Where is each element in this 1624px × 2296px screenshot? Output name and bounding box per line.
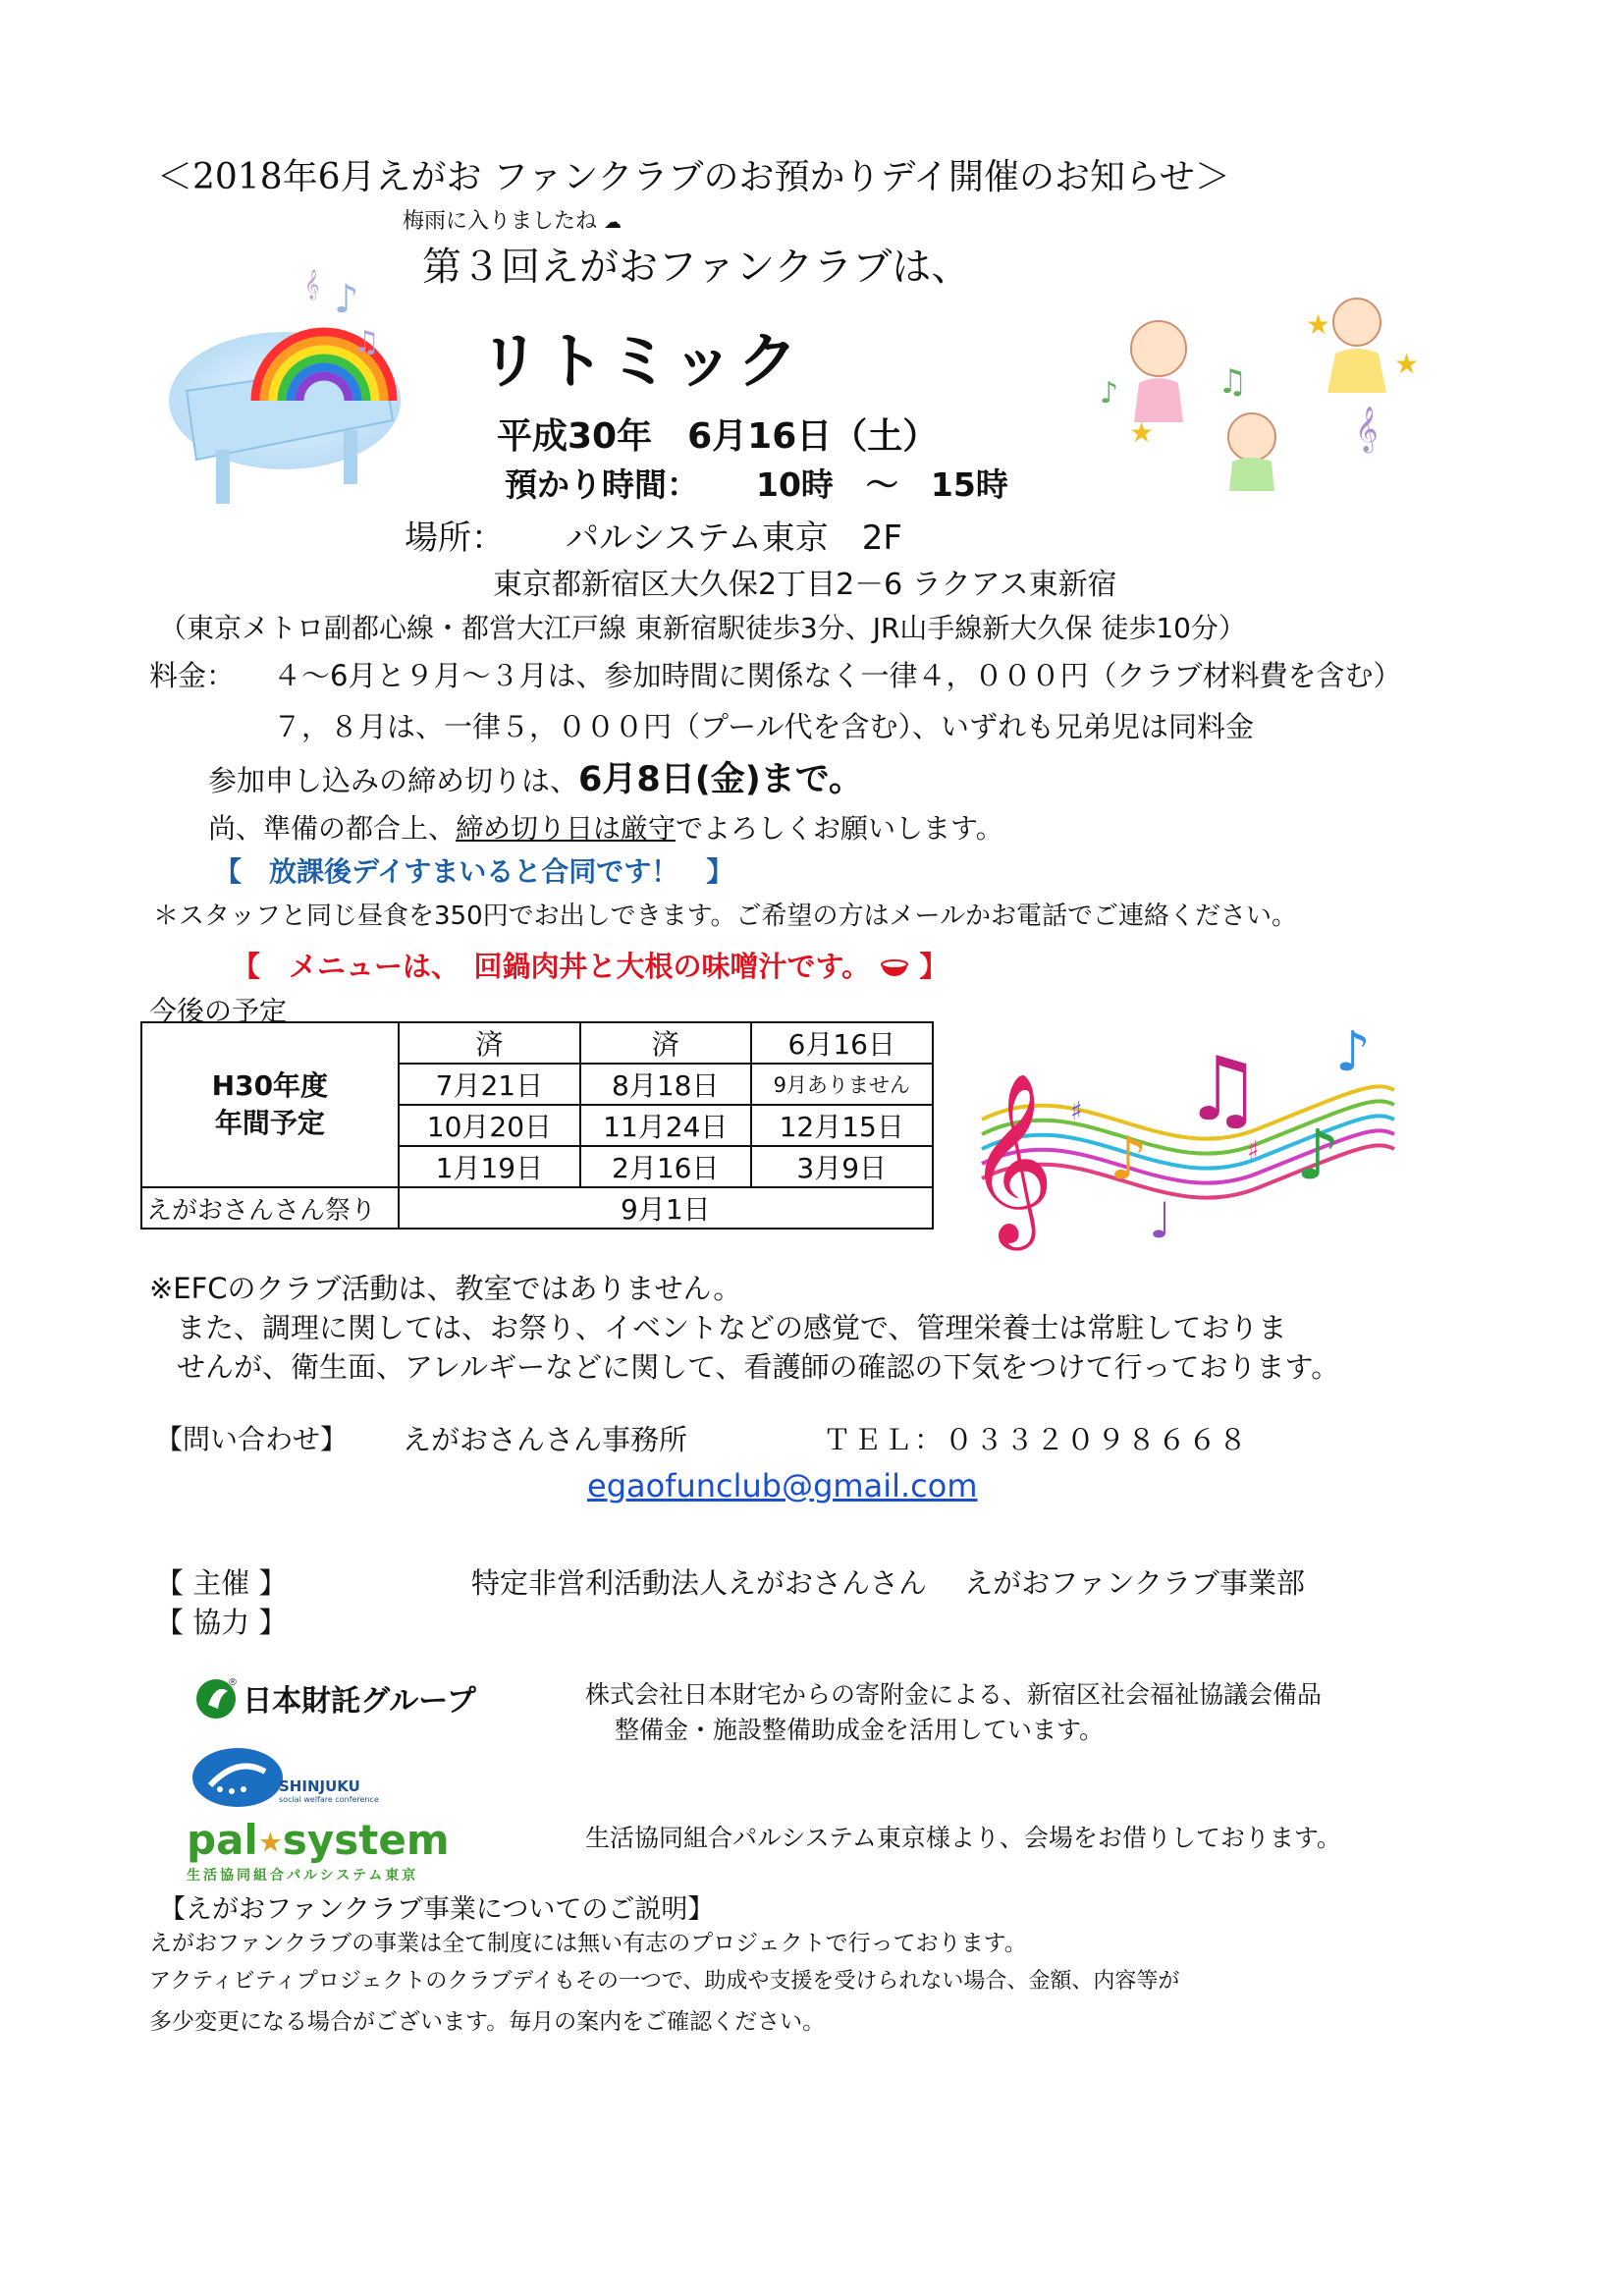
contact-email-link[interactable]: egaofunclub@gmail.com — [587, 1467, 978, 1504]
table-cell: 2月16日 — [580, 1146, 750, 1187]
palsystem-logo-text-b: system — [282, 1816, 450, 1864]
rain-cloud-icon: ☁ — [604, 212, 623, 233]
svg-text:♫: ♫ — [353, 325, 380, 359]
svg-text:♯: ♯ — [1070, 1097, 1083, 1126]
about-heading: 【えがおファンクラブ事業についてのご説明】 — [159, 1894, 715, 1925]
schedule-heading: 今後の予定 — [149, 995, 288, 1027]
palsystem-logo-text-a: pal — [187, 1816, 258, 1864]
subtitle: 第３回えがおファンクラブは、 — [422, 245, 971, 290]
menu-close: 】 — [919, 950, 948, 983]
svg-text:𝄞: 𝄞 — [1355, 407, 1379, 452]
table-cell: 1月19日 — [399, 1146, 580, 1187]
time-label: 預かり時間： — [505, 465, 699, 504]
year-label-2: 年間予定 — [214, 1107, 325, 1139]
festival-label: えがおさんさん祭り — [141, 1187, 399, 1229]
coop-label: 【 協力 】 — [155, 1606, 288, 1639]
palsystem-logo-sub: 生活協同組合パルシステム東京 — [187, 1867, 419, 1884]
notes-line-2: また、調理に関しては、お祭り、イベントなどの感覚で、管理栄養士は常駐しておりま — [177, 1311, 1287, 1344]
fee-label: 料金： — [149, 659, 236, 692]
time-value: 10時 ～ 15時 — [756, 465, 1008, 504]
year-label — [141, 1022, 399, 1187]
shinjuku-logo-sub: social welfare conference — [279, 1795, 379, 1804]
svg-text:♪: ♪ — [334, 277, 359, 322]
shinjuku-logo — [190, 1746, 387, 1811]
music-staff-illustration — [962, 1011, 1404, 1257]
table-cell: 11月24日 — [580, 1105, 750, 1146]
about-line-1: えがおファンクラブの事業は全て制度には無い有志のプロジェクトで行っております。 — [149, 1931, 1027, 1956]
svg-text:♯: ♯ — [1247, 1136, 1260, 1166]
table-cell: 済 — [580, 1022, 750, 1064]
host-label: 【 主催 】 — [155, 1566, 288, 1600]
svg-text:★: ★ — [1394, 348, 1420, 380]
page-heading: ＜2018年6月えがお ファンクラブのお預かりデイ開催のお知らせ＞ — [157, 157, 1230, 197]
svg-text:♫: ♫ — [1183, 1038, 1263, 1141]
nihon-zaitaku-logo — [194, 1675, 476, 1721]
table-row — [141, 1022, 933, 1064]
nihon-zaitaku-mark-icon — [194, 1675, 238, 1721]
notice-underlined: 締め切り日は厳守 — [456, 812, 677, 845]
menu-announcement — [232, 945, 947, 985]
table-cell: 8月18日 — [580, 1064, 750, 1105]
table-cell: 10月20日 — [399, 1105, 580, 1146]
fee-line-1: ４～6月と９月～３月は、参加時間に関係なく一律４，０００円（クラブ材料費を含む） — [273, 659, 1402, 692]
star-icon: ★ — [257, 1826, 283, 1859]
svg-text:♪: ♪ — [1296, 1115, 1340, 1195]
host-name: 特定非営利活動法人えがおさんさん えがおファンクラブ事業部 — [471, 1566, 1306, 1600]
venue-access: （東京メトロ副都心線・都営大江戸線 東新宿駅徒歩3分、JR山手線新大久保 徒歩10分） — [159, 612, 1246, 644]
svg-text:♪: ♪ — [1100, 376, 1119, 410]
svg-text:®: ® — [228, 1677, 238, 1688]
table-cell: 7月21日 — [399, 1064, 580, 1105]
venue-name: パルシステム東京 2F — [566, 519, 902, 558]
deadline-value: 6月8日(金)まで。 — [578, 760, 864, 799]
greeting — [403, 204, 622, 235]
event-name: リトミック — [479, 325, 802, 397]
shinjuku-logo-text: SHINJUKU — [279, 1777, 360, 1795]
contact-label: 【問い合わせ】 — [155, 1423, 349, 1455]
festival-date: 9月1日 — [399, 1187, 933, 1229]
year-label-1: H30年度 — [211, 1069, 329, 1102]
table-cell: 9月ありません — [751, 1064, 934, 1105]
greeting-text: 梅雨に入りましたね — [403, 209, 598, 234]
notice-prefix: 尚、準備の都合上、 — [208, 812, 457, 845]
contact-tel: ＴＥＬ：０３３２０９８６６８ — [823, 1423, 1250, 1456]
sponsor3-text: 生活協同組合パルシステム東京様より、会場をお借りしております。 — [585, 1824, 1341, 1852]
venue-address: 東京都新宿区大久保2丁目2－6 ラクアス東新宿 — [493, 568, 1117, 602]
contact-office: えがおさんさん事務所 — [403, 1423, 688, 1456]
fee-line-2: ７，８月は、一律５，０００円（プール代を含む）、いずれも兄弟児は同料金 — [273, 710, 1255, 743]
sponsor1-text-1: 株式会社日本財宅からの寄附金による、新宿区社会福祉協議会備品 — [585, 1680, 1323, 1709]
table-row — [141, 1187, 933, 1229]
piano-rainbow-illustration — [157, 253, 403, 511]
palsystem-logo — [187, 1816, 450, 1885]
bowl-icon — [880, 952, 909, 973]
svg-text:♪: ♪ — [1335, 1020, 1371, 1084]
svg-text:♩: ♩ — [1149, 1192, 1172, 1249]
notice-suffix: でよろしくお願いします。 — [676, 812, 1003, 845]
dancing-children-illustration — [1100, 295, 1434, 491]
svg-text:𝄞: 𝄞 — [967, 1072, 1055, 1243]
svg-text:𝄞: 𝄞 — [304, 270, 320, 300]
venue-label: 場所： — [405, 519, 505, 558]
menu-text: 【 メニューは、 回鍋肉丼と大根の味噌汁です。 — [232, 950, 871, 983]
event-date: 平成30年 6月16日（土） — [497, 416, 939, 457]
about-line-2: アクティビティプロジェクトのクラブデイもその一つで、助成や支援を受けられない場合、金額、内容等が — [149, 1969, 1180, 1994]
table-cell: 済 — [399, 1022, 580, 1064]
svg-text:♪: ♪ — [1110, 1124, 1148, 1193]
deadline-prefix: 参加申し込みの締め切りは、 — [208, 764, 579, 797]
deadline-notice — [208, 807, 1003, 847]
nihon-zaitaku-logo-text: 日本財託グループ — [243, 1684, 476, 1719]
table-cell: 6月16日 — [751, 1022, 934, 1064]
about-line-3: 多少変更になる場合がございます。毎月の案内をご確認ください。 — [149, 2009, 826, 2035]
notes-line-1: ※EFCのクラブ活動は、教室ではありません。 — [149, 1272, 742, 1305]
deadline — [208, 752, 863, 801]
schedule-table — [140, 1021, 934, 1230]
svg-text:★: ★ — [1306, 308, 1331, 341]
sponsor1-text-2: 整備金・施設整備助成金を活用しています。 — [615, 1716, 1105, 1744]
lunch-note: ＊スタッフと同じ昼食を350円でお出しできます。ご希望の方はメールかお電話でご連絡ください。 — [153, 902, 1298, 931]
table-cell: 3月9日 — [751, 1146, 934, 1187]
shinjuku-mark-icon — [190, 1746, 285, 1809]
svg-text:♫: ♫ — [1218, 362, 1248, 402]
table-cell: 12月15日 — [751, 1105, 934, 1146]
notes-line-3: せんが、衛生面、アレルギーなどに関して、看護師の確認の下気をつけて行っております。 — [177, 1350, 1340, 1384]
svg-text:★: ★ — [1129, 416, 1155, 449]
joint-announcement: 【 放課後デイすまいると合同です！ 】 — [214, 855, 734, 888]
